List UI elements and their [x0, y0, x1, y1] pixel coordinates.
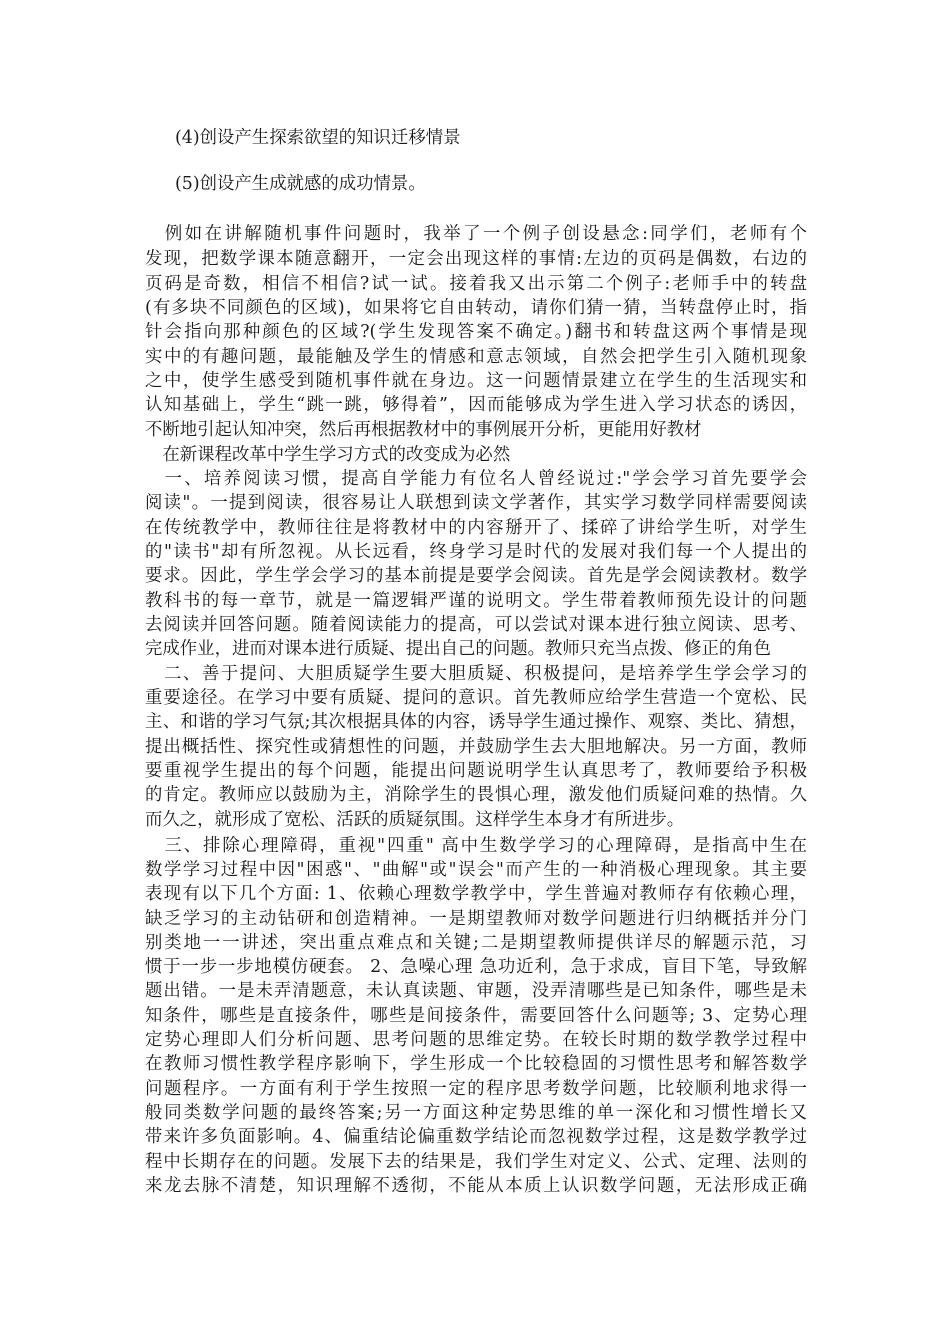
text-line: 二、善于提问、大胆质疑学生要大胆质疑、积极提问，是培养学生学会学习的 — [145, 664, 807, 684]
text-line: 要重视学生提出的每个问题，能提出问题说明学生认真思考了，教师要给予积极 — [145, 761, 807, 781]
text-line: 教科书的每一章节，就是一篇逻辑严谨的说明文。学生带着教师预先设计的问题 — [145, 591, 807, 611]
text-line: 在教师习惯性教学程序影响下，学生形成一个比较稳固的习惯性思考和解答数学 — [145, 1054, 807, 1074]
text-line: 实中的有趣问题，最能触及学生的情感和意志领域，自然会把学生引入随机现象 — [145, 347, 807, 367]
text-line: 一、培养阅读习惯，提高自学能力有位名人曾经说过:"学会学习首先要学会 — [145, 469, 807, 489]
text-line: 去阅读并回答问题。随着阅读能力的提高，可以尝试对课本进行独立阅读、思考、 — [145, 615, 807, 635]
list-item-4: (4)创设产生探索欲望的知识迁移情景 — [175, 128, 461, 148]
text-line: 而久之，就形成了宽松、活跃的质疑氛围。这样学生本身才有所进步。 — [145, 810, 685, 830]
text-line: 问题程序。一方面有利于学生按照一定的程序思考数学问题，比较顺利地求得一 — [145, 1079, 807, 1099]
text-line: 的"读书"却有所忽视。从长远看，终身学习是时代的发展对我们每一个人提出的 — [145, 542, 807, 562]
text-line: 定势心理即人们分析问题、思考问题的思维定势。在较长时期的数学教学过程中 — [145, 1030, 807, 1050]
text-line: 发现，把数学课本随意翻开，一定会出现这样的事情:左边的页码是偶数，右边的 — [145, 249, 807, 269]
text-line: 般同类数学问题的最终答案;另一方面这种定势思维的单一深化和习惯性增长又 — [145, 1103, 807, 1123]
text-line: 要求。因此，学生学会学习的基本前提是要学会阅读。首先是学会阅读教材。数学 — [145, 566, 807, 586]
text-line: (有多块不同颜色的区域)，如果将它自由转动，请你们猜一猜，当转盘停止时，指 — [145, 298, 807, 318]
text-line: 缺乏学习的主动钻研和创造精神。一是期望教师对数学问题进行归纳概括并分门 — [145, 909, 807, 929]
text-line: 不断地引起认知冲突，然后再根据教材中的事例展开分析，更能用好教材 — [145, 420, 702, 440]
text-line: 别类地一一讲述，突出重点难点和关键;二是期望教师提供详尽的解题示范，习 — [145, 933, 807, 953]
text-line: 认知基础上，学生“跳一跳，够得着”，因而能够成为学生进入学习状态的诱因， — [145, 395, 807, 415]
text-line: 来龙去脉不清楚，知识理解不透彻，不能从本质上认识数学问题，无法形成正确 — [145, 1176, 807, 1196]
text-line: 表现有以下几个方面: 1、依赖心理数学教学中，学生普遍对教师存有依赖心理， — [145, 884, 807, 904]
text-line: 在新课程改革中学生学习方式的改变成为必然 — [145, 445, 511, 465]
text-line: 之中，使学生感受到随机事件就在身边。这一问题情景建立在学生的生活现实和 — [145, 371, 807, 391]
list-item-5: (5)创设产生成就感的成功情景。 — [175, 174, 426, 194]
text-line: 阅读"。一提到阅读，很容易让人联想到读文学著作，其实学习数学同样需要阅读 — [145, 493, 807, 513]
text-line: 题出错。一是未弄清题意，未认真读题、审题，没弄清哪些是已知条件，哪些是未 — [145, 981, 807, 1001]
text-line: 主、和谐的学习气氛;其次根据具体的内容，诱导学生通过操作、观察、类比、猜想， — [145, 712, 807, 732]
text-line: 三、排除心理障碍，重视"四重" 高中生数学学习的心理障碍，是指高中生在 — [145, 836, 807, 856]
text-line: 知条件，哪些是直接条件，哪些是间接条件，需要回答什么问题等; 3、定势心理 — [145, 1006, 807, 1026]
text-line: 数学学习过程中因"困惑"、"曲解"或"误会"而产生的一种消极心理现象。其主要 — [145, 860, 807, 880]
text-line: 在传统教学中，教师往往是将教材中的内容掰开了、揉碎了讲给学生听，对学生 — [145, 518, 807, 538]
text-line: 例如在讲解随机事件问题时，我举了一个例子创设悬念:同学们，老师有个 — [145, 224, 807, 244]
text-line: 页码是奇数，相信不相信?试一试。接着我又出示第二个例子:老师手中的转盘 — [145, 274, 807, 294]
text-line: 完成作业，进而对课本进行质疑、提出自己的问题。教师只充当点拨、修正的角色 — [145, 639, 772, 659]
text-line: 针会指向那种颜色的区域?(学生发现答案不确定。)翻书和转盘这两个事情是现 — [145, 322, 807, 342]
text-line: 惯于一步一步地模仿硬套。 2、急噪心理 急功近利，急于求成，盲目下笔，导致解 — [145, 957, 807, 977]
text-line: 重要途径。在学习中要有质疑、提问的意识。首先教师应给学生营造一个宽松、民 — [145, 688, 807, 708]
text-line: 程中长期存在的问题。发展下去的结果是，我们学生对定义、公式、定理、法则的 — [145, 1152, 807, 1172]
text-line: 带来许多负面影响。4、偏重结论偏重数学结论而忽视数学过程，这是数学教学过 — [145, 1127, 807, 1147]
text-line: 的肯定。教师应以鼓励为主，消除学生的畏惧心理，激发他们质疑问难的热情。久 — [145, 785, 807, 805]
text-line: 提出概括性、探究性或猜想性的问题，并鼓励学生去大胆地解决。另一方面，教师 — [145, 737, 807, 757]
